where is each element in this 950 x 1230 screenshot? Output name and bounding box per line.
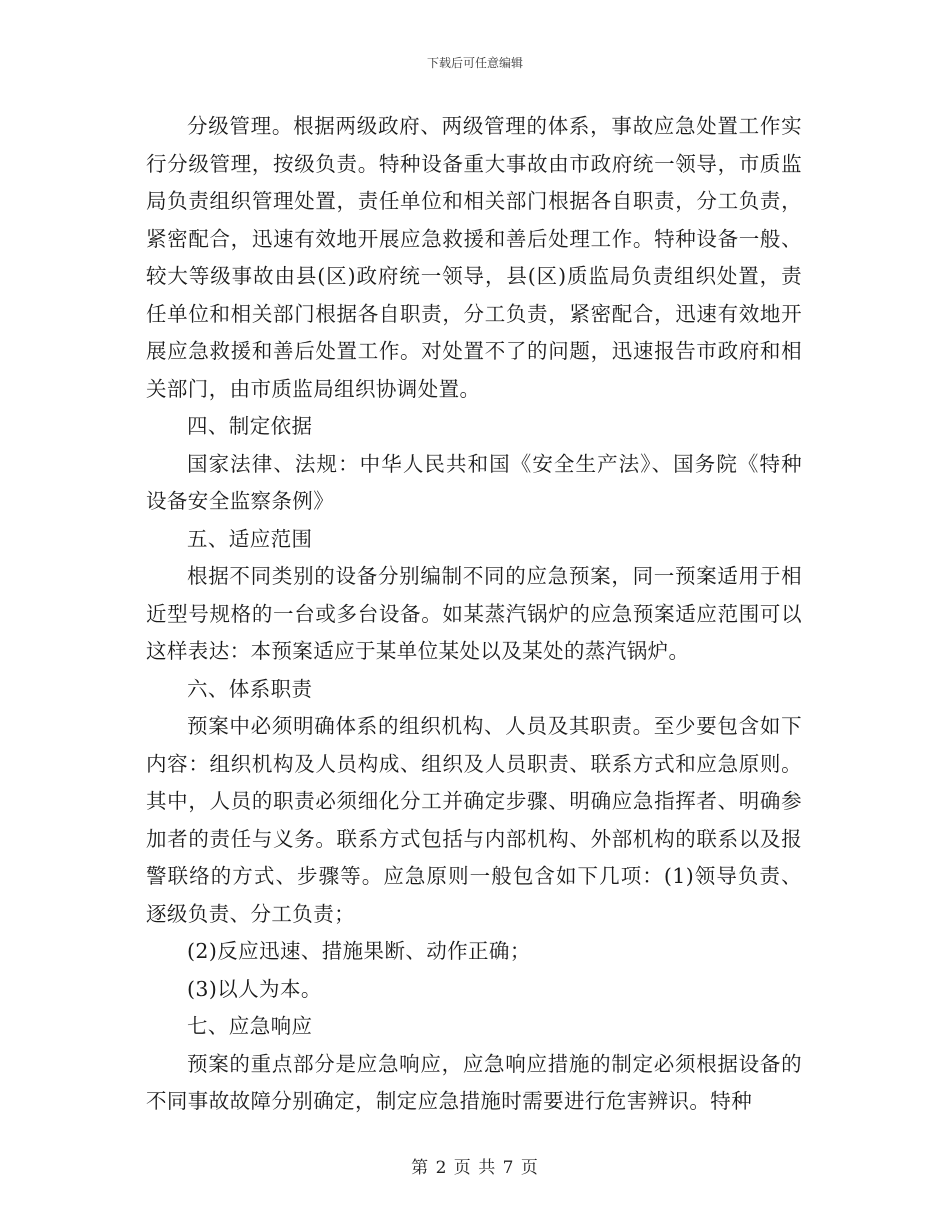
section-heading-basis: 四、制定依据 <box>187 414 313 438</box>
section-heading-scope: 五、适应范围 <box>187 526 313 551</box>
document-body <box>146 108 802 1121</box>
section-heading-response: 七、应急响应 <box>187 1014 313 1038</box>
list-item-principle-2: (2)反应迅速、措施果断、动作正确； <box>187 939 531 963</box>
paragraph-responsibilities: 预案中必须明确体系的组织机构、人员及其职责。至少要包含如下内容：组织机构及人员构成、组织及人员职责、联系方式和应急原则。其中，人员的职责必须细化分工并确定步骤、明确应急指挥者、明确参加者的责任与义务。联系方式包括与内部机构、外部机构的联系以及报警联络的方式、步骤等。应急原则一般包含如下几项：(1)领导负责、逐级负责、分工负责； <box>146 714 802 926</box>
page-number: 第 2 页 共 7 页 <box>411 1158 539 1178</box>
paragraph-graded-management: 分级管理。根据两级政府、两级管理的体系，事故应急处置工作实行分级管理，按级负责。特种设备重大事故由市政府统一领导，市质监局负责组织管理处置，责任单位和相关部门根据各自职责，分工负责，紧密配合，迅速有效地开展应急救援和善后处理工作。特种设备一般、较大等级事故由县(区)政府统一领导，县(区)质监局负责组织处置，责任单位和相关部门根据各自职责，分工负责，紧密配合，迅速有效地开展应急救援和善后处置工作。对处置不了的问题，迅速报告市政府和相关部门，由市质监局组织协调处置。 <box>146 114 802 401</box>
paragraph-scope: 根据不同类别的设备分别编制不同的应急预案，同一预案适用于相近型号规格的一台或多台设备。如某蒸汽锅炉的应急预案适应范围可以这样表达：本预案适应于某单位某处以及某处的蒸汽锅炉。 <box>146 564 802 663</box>
paragraph-response: 预案的重点部分是应急响应，应急响应措施的制定必须根据设备的不同事故故障分别确定，制定应急措施时需要进行危害辨识。特种 <box>146 1051 802 1113</box>
list-item-principle-3: (3)以人为本。 <box>187 976 322 1001</box>
paragraph-basis: 国家法律、法规：中华人民共和国《安全生产法》、国务院《特种设备安全监察条例》 <box>146 451 802 513</box>
page-header: 下载后可任意编辑 <box>426 56 523 70</box>
section-heading-responsibilities: 六、体系职责 <box>187 676 313 701</box>
